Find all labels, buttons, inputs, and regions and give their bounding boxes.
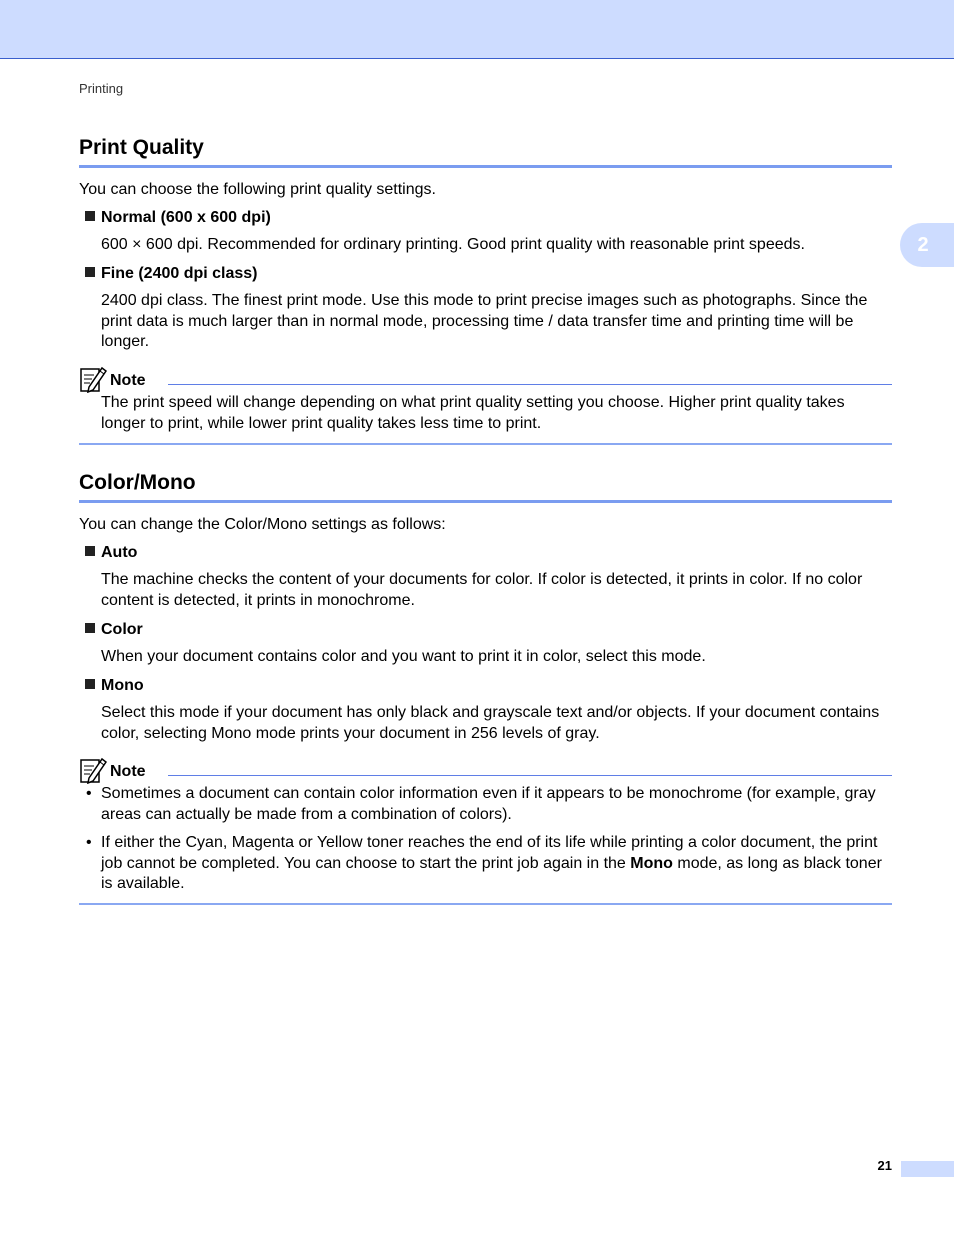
item-description-auto: The machine checks the content of your documents for color. If color is detected, it prints in color. If no color content is detected, it prints in monochrome.	[101, 571, 863, 609]
note-pencil-icon	[79, 756, 107, 784]
note-label: Note	[110, 372, 146, 389]
chapter-number: 2	[917, 233, 929, 256]
bullet-square-icon	[85, 623, 95, 633]
item-label: Fine (2400 dpi class)	[101, 265, 258, 282]
footer-band	[901, 1161, 954, 1177]
note-bullet-item	[86, 833, 893, 895]
note-pencil-icon	[79, 365, 107, 393]
item-label: Auto	[101, 544, 138, 561]
item-heading-normal	[85, 208, 271, 228]
bullet-square-icon	[85, 679, 95, 689]
item-label: Color	[101, 621, 143, 638]
bullet-square-icon	[85, 267, 95, 277]
item-heading-mono	[85, 676, 144, 696]
item-heading-color	[85, 620, 143, 640]
note-bullet-text: If either the Cyan, Magenta or Yellow toner reaches the end of its life while printing a color document, the print job cannot be completed. You can choose to start the print job again in the	[101, 834, 878, 872]
chapter-tab	[900, 223, 954, 267]
item-label: Mono	[101, 677, 144, 694]
breadcrumb: Printing	[79, 81, 124, 96]
item-description-normal: 600 × 600 dpi. Recommended for ordinary printing. Good print quality with reasonable print speeds.	[101, 236, 805, 253]
section-intro-print-quality: You can choose the following print quality settings.	[79, 181, 436, 198]
item-description-mono: Select this mode if your document has only black and grayscale text and/or objects. If your document contains color, selecting Mono mode prints your document in 256 levels of gray.	[101, 704, 880, 742]
item-description-fine: 2400 dpi class. The finest print mode. Use this mode to print precise images such as photographs. Since the print data is much larger than in normal mode, processing time / data transfer time and printing time will be longer.	[101, 292, 868, 350]
item-description-color: When your document contains color and you want to print it in color, select this mode.	[101, 648, 706, 665]
note-bullet-item	[86, 784, 893, 825]
note-bottom-rule	[79, 903, 892, 905]
item-heading-fine	[85, 264, 258, 284]
bullet-dot-icon: •	[86, 834, 92, 851]
note-text: The print speed will change depending on what print quality setting you choose. Higher print quality takes longer to print, while lower print quality takes less time to print.	[101, 394, 845, 432]
note-bottom-rule	[79, 443, 892, 445]
bullet-square-icon	[85, 211, 95, 221]
item-label: Normal (600 x 600 dpi)	[101, 209, 271, 226]
note-rule	[168, 775, 892, 776]
top-header-band	[0, 0, 954, 59]
bullet-square-icon	[85, 546, 95, 556]
note-bullet-bold-term: Mono	[630, 854, 673, 872]
section-intro-color-mono: You can change the Color/Mono settings as follows:	[79, 516, 446, 533]
section-title-print-quality: Print Quality	[79, 135, 892, 168]
bullet-dot-icon: •	[86, 785, 92, 802]
note-header	[79, 756, 892, 784]
note-bullet-text: Sometimes a document can contain color information even if it appears to be monochrome (for example, gray areas can actually be made from a combination of colors).	[101, 785, 876, 823]
note-bullet-list	[86, 784, 893, 903]
note-label: Note	[110, 763, 146, 780]
note-bullet-text-end: mode, as long as black toner is available.	[101, 854, 882, 892]
note-header	[79, 365, 892, 393]
section-title-color-mono: Color/Mono	[79, 470, 892, 503]
note-rule	[168, 384, 892, 385]
page-number: 21	[877, 1158, 892, 1173]
item-heading-auto	[85, 543, 137, 563]
